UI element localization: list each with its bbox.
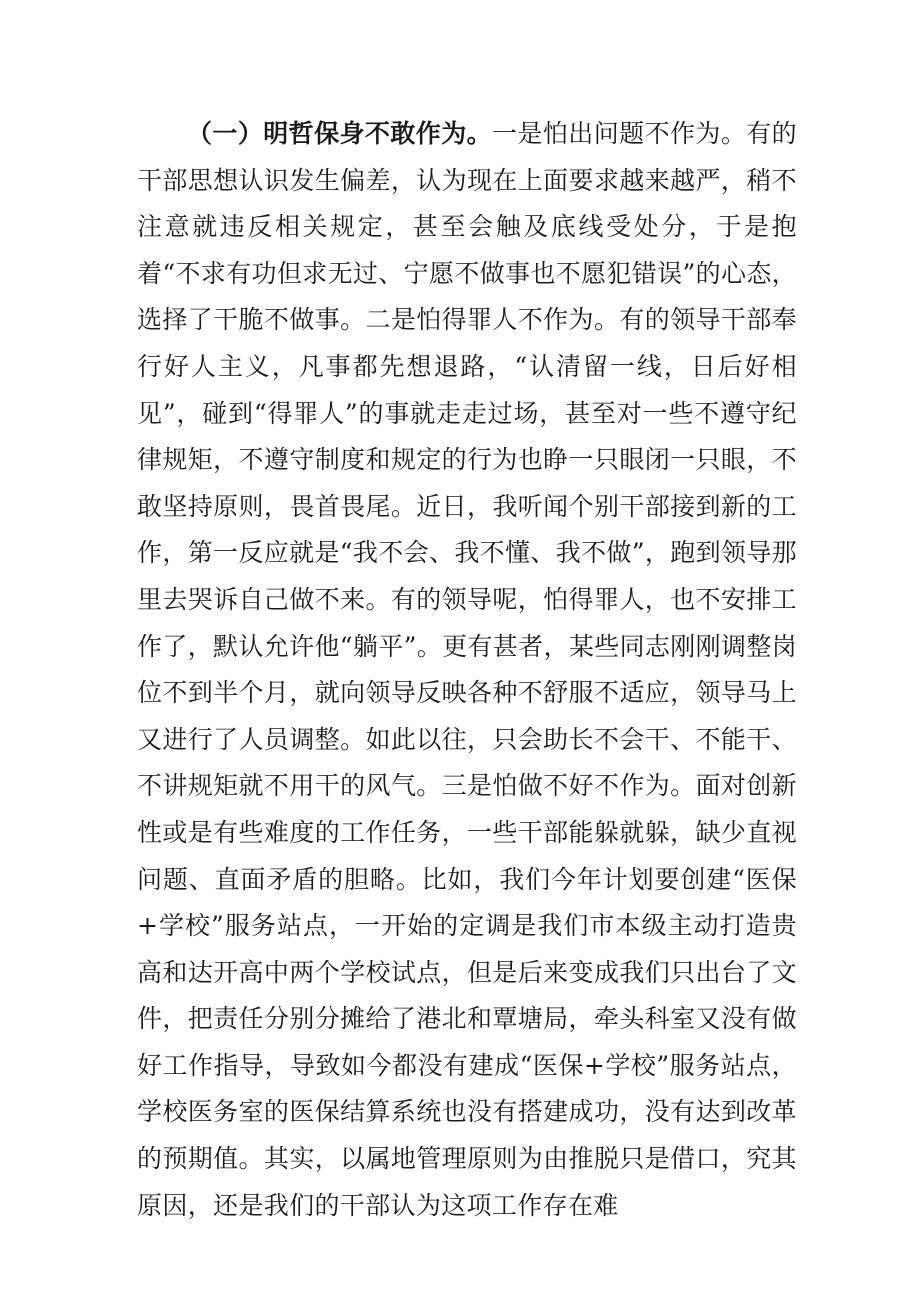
paragraph-text: 一是怕出问题不作为。有的干部思想认识发生偏差，认为现在上面要求越来越严，稍不注意就违反相关规定，甚至会触及底线受处分，于是抱着“不求有功但求无过、宁愿不做事也不愿犯错误”的心态，选择了干脆不做事。二是怕得罪人不作为。有的领导干部奉行好人主义，凡事都先想退路，“认清留一线，日后好相见”，碰到“得罪人”的事就走走过场，甚至对一些不遵守纪律规矩，不遵守制度和规定的行为也睁一只眼闭一只眼，不敢坚持原则，畏首畏尾。近日，我听闻个别干部接到新的工作，第一反应就是“我不会、我不懂、我不做”，跑到领导那里去哭诉自己做不来。有的领导呢，怕得罪人，也不安排工作了，默认允许他“躺平”。更有甚者，某些同志刚刚调整岗位不到半个月，就向领导反映各种不舒服不适应，领导马上又进行了人员调整。如此以往，只会助长不会干、不能干、不讲规矩就不用干的风气。三是怕做不好不作为。面对创新性或是有些难度的工作任务，一些干部能躲就躲，缺少直视问题、直面矛盾的胆略。比如，我们今年计划要创建“医保+学校”服务站点，一开始的定调是我们市本级主动打造贵高和达开高中两个学校试点，但是后来变成我们只出台了文件，把责任分别分摊给了港北和覃塘局，牵头科室又没有做好工作指导，导致如今都没有建成“医保+学校”服务站点，学校医务室的医保结算系统也没有搭建成功，没有达到改革的预期值。其实，以属地管理原则为由推脱只是借口，究其原因，还是我们的干部认为这项工作存在难 <box>137 119 798 1220</box>
section-heading: （一）明哲保身不敢作为。 <box>187 119 493 148</box>
body-paragraph <box>137 111 797 1229</box>
